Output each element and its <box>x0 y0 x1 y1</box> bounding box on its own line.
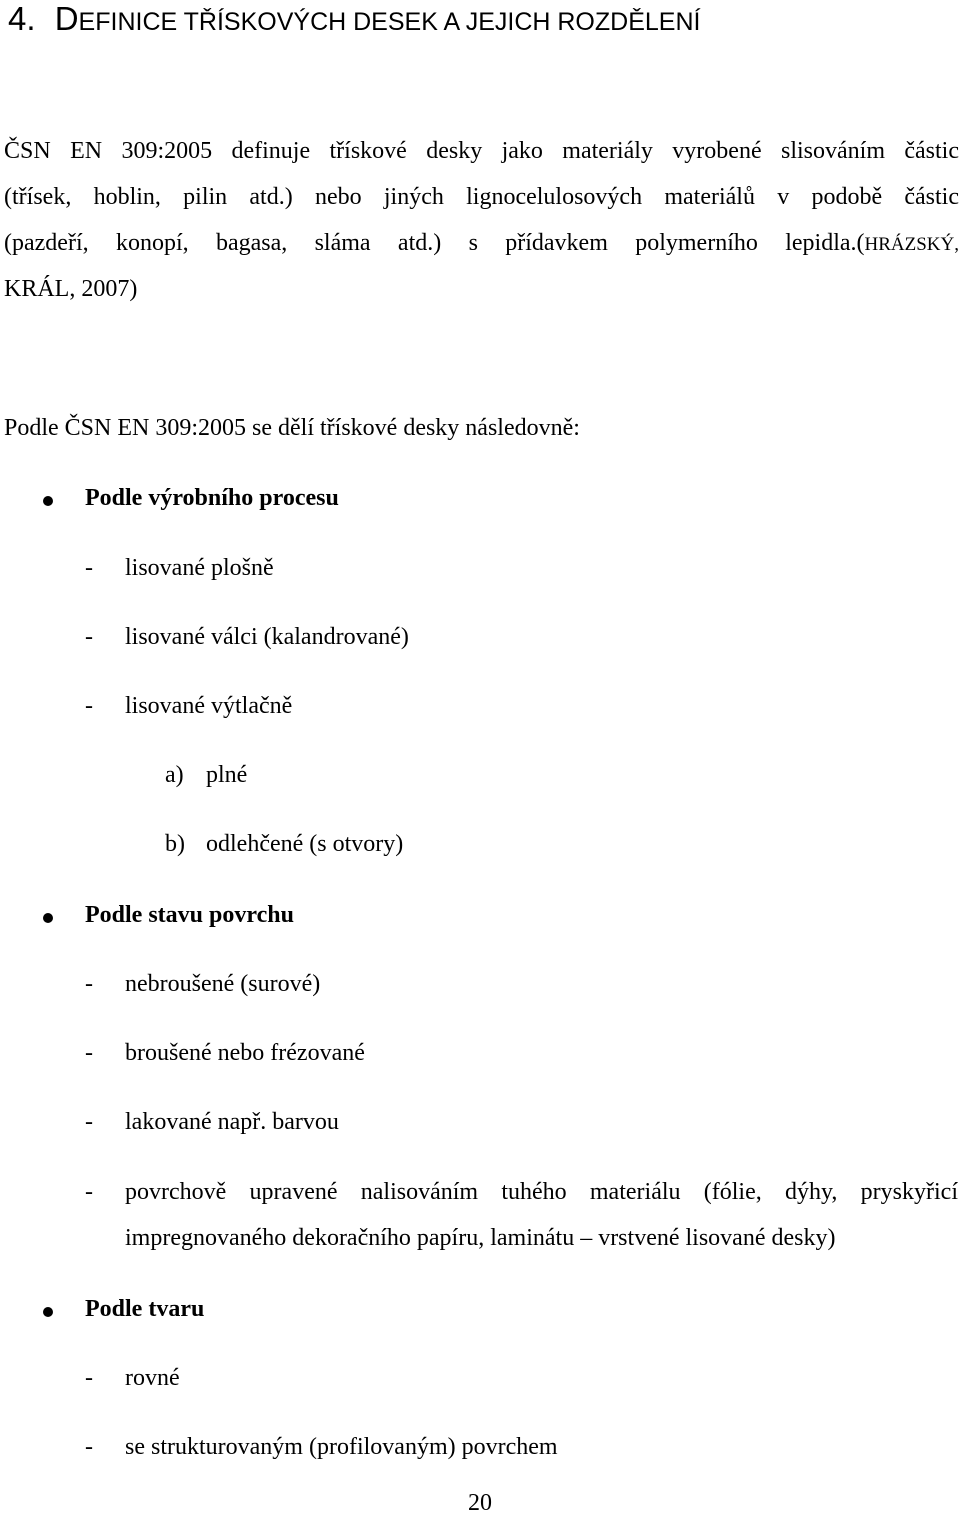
paragraph-line: (třísek, hoblin, pilin atd.) nebo jiných lignocelulosových materiálů v podobě částic <box>4 184 959 210</box>
chapter-title-rest: EFINICE TŘÍSKOVÝCH DESEK A JEJICH ROZDĚLENÍ <box>78 8 701 36</box>
list-item: se strukturovaným (profilovaným) povrchem <box>125 1434 558 1460</box>
citation-author: HRÁZSKÝ, <box>864 234 959 255</box>
list-item: lisované výtlačně <box>125 693 293 719</box>
chapter-title-initial: D <box>54 0 79 37</box>
dash-marker: - <box>85 555 93 581</box>
list-item: broušené nebo frézované <box>125 1040 365 1066</box>
list-item: povrchově upravené nalisováním tuhého materiálu (fólie, dýhy, pryskyřicí <box>125 1179 958 1205</box>
bullet-icon <box>43 496 53 506</box>
dash-marker: - <box>85 971 93 997</box>
chapter-heading <box>8 0 700 38</box>
sub-item: odlehčené (s otvory) <box>206 831 404 857</box>
page-number: 20 <box>468 1490 492 1516</box>
dash-marker: - <box>85 693 93 719</box>
section-title: Podle výrobního procesu <box>85 485 339 511</box>
list-item: lakované např. barvou <box>125 1109 339 1135</box>
dash-marker: - <box>85 1434 93 1460</box>
sub-item-marker: b) <box>165 831 185 857</box>
dash-marker: - <box>85 1040 93 1066</box>
list-item-continuation: impregnovaného dekoračního papíru, laminátu – vrstvené lisované desky) <box>125 1225 836 1251</box>
citation-rest: KRÁL, 2007) <box>4 276 138 302</box>
dash-marker: - <box>85 1109 93 1135</box>
paragraph-line <box>4 230 959 257</box>
dash-marker: - <box>85 624 93 650</box>
dash-marker: - <box>85 1365 93 1391</box>
list-item: lisované válci (kalandrované) <box>125 624 409 650</box>
section-title: Podle tvaru <box>85 1296 205 1322</box>
section-title: Podle stavu povrchu <box>85 902 294 928</box>
list-item: nebroušené (surové) <box>125 971 321 997</box>
list-item: lisované plošně <box>125 555 274 581</box>
bullet-icon <box>43 913 53 923</box>
chapter-number: 4. <box>8 0 36 37</box>
sub-item: plné <box>206 762 248 788</box>
sub-item-marker: a) <box>165 762 184 788</box>
dash-marker: - <box>85 1179 93 1205</box>
intro-text: Podle ČSN EN 309:2005 se dělí třískové desky následovně: <box>4 415 580 441</box>
paragraph-line: ČSN EN 309:2005 definuje třískové desky jako materiály vyrobené slisováním částic <box>4 138 959 164</box>
bullet-icon <box>43 1307 53 1317</box>
paragraph-text: (pazdeří, konopí, bagasa, sláma atd.) s přídavkem polymerního lepidla.( <box>4 230 865 256</box>
list-item: rovné <box>125 1365 180 1391</box>
